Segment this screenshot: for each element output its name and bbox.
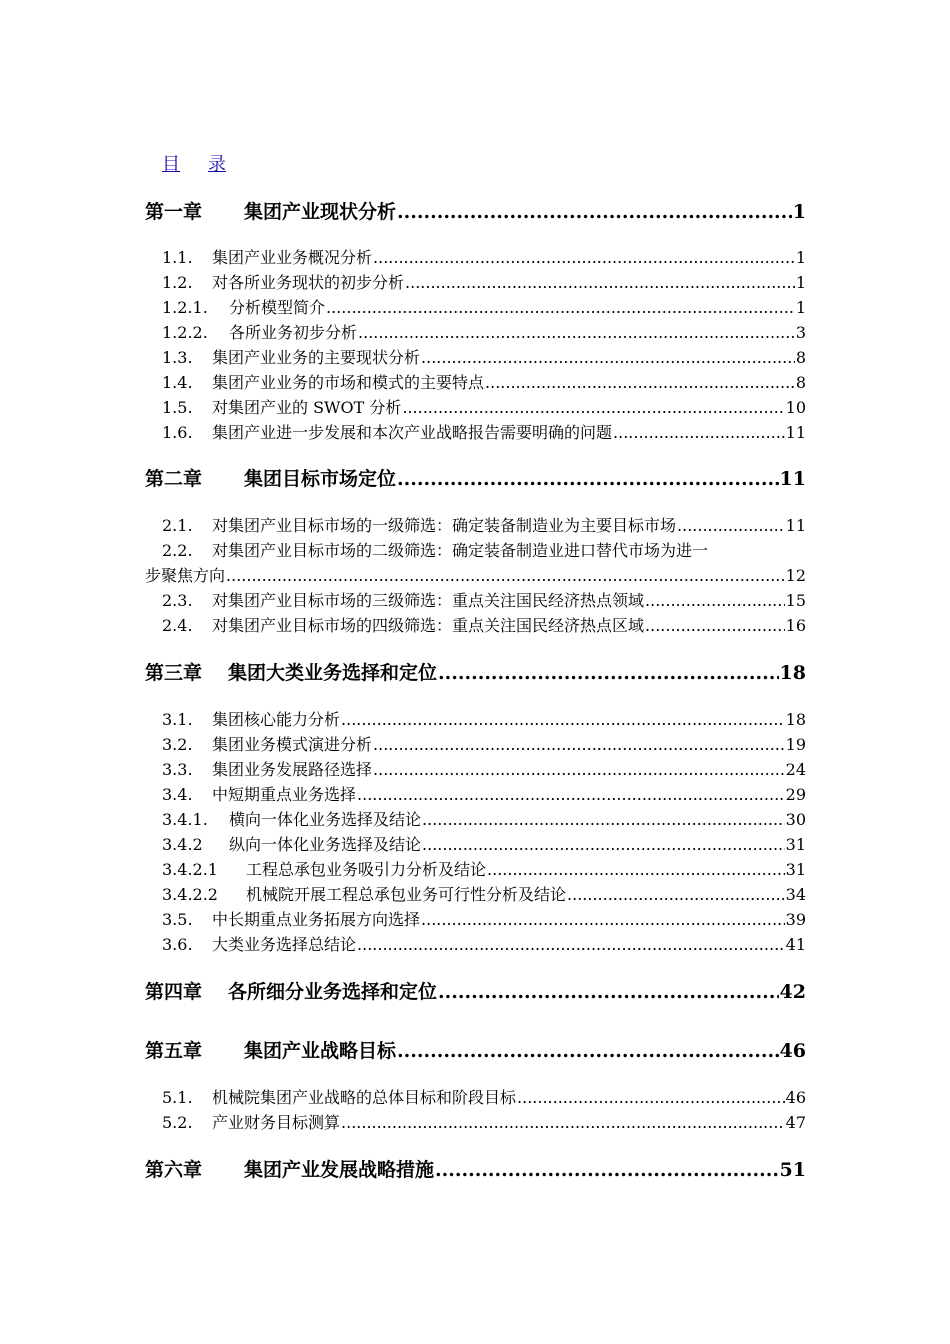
chapter-page: 1: [792, 201, 806, 223]
leader-dots: [645, 616, 785, 635]
leader-dots: [402, 398, 784, 417]
entry-number: 5.1.: [162, 1088, 193, 1107]
toc-entry[interactable]: [162, 782, 806, 805]
entry-page: 46: [785, 1088, 806, 1107]
entry-number: 5.2.: [162, 1113, 193, 1132]
toc-entry[interactable]: [162, 1085, 806, 1108]
entry-title-line2: 步聚焦方向: [145, 566, 226, 585]
leader-dots: [485, 373, 795, 392]
entry-title: 对集团产业目标市场的三级筛选：重点关注国民经济热点领域: [212, 591, 645, 610]
entry-title: 分析模型简介: [229, 298, 326, 317]
toc-entry[interactable]: [162, 732, 806, 755]
chapter-title: 各所细分业务选择和定位: [228, 981, 438, 1003]
entry-title-line1: 对集团产业目标市场的二级筛选：确定装备制造业进口替代市场为进一: [212, 541, 709, 560]
entry-title: 产业财务目标测算: [212, 1113, 341, 1132]
chapter-page: 46: [779, 1040, 806, 1062]
entry-title: 集团核心能力分析: [212, 710, 341, 729]
leader-dots: [226, 566, 785, 585]
leader-dots: [421, 348, 795, 367]
leader-dots: [373, 735, 785, 754]
entry-page: 11: [785, 516, 806, 535]
entry-title: 对各所业务现状的初步分析: [212, 273, 405, 292]
toc-chapter-3[interactable]: [145, 658, 806, 685]
entry-title: 集团业务发展路径选择: [212, 760, 373, 779]
entry-number: 2.4.: [162, 616, 193, 635]
entry-number: 3.1.: [162, 710, 193, 729]
chapter-title: 集团大类业务选择和定位: [228, 662, 438, 684]
entry-title: 对集团产业目标市场的四级筛选：重点关注国民经济热点区域: [212, 616, 645, 635]
leader-dots: [645, 591, 785, 610]
leader-dots: [397, 1040, 779, 1062]
entry-page: 1: [795, 298, 806, 317]
leader-dots: [397, 468, 779, 490]
toc-entry-wrapped-line2[interactable]: [145, 563, 806, 586]
entry-title: 横向一体化业务选择及结论: [229, 810, 422, 829]
entry-number: 3.6.: [162, 935, 193, 954]
entry-number: 1.2.: [162, 273, 193, 292]
entry-page: 24: [785, 760, 806, 779]
entry-title: 集团产业进一步发展和本次产业战略报告需要明确的问题: [212, 423, 613, 442]
leader-dots: [341, 1113, 785, 1132]
toc-entry[interactable]: [162, 882, 806, 905]
entry-page: 31: [785, 835, 806, 854]
entry-number: 1.2.2.: [162, 323, 208, 342]
chapter-page: 51: [779, 1159, 806, 1181]
leader-dots: [326, 298, 795, 317]
leader-dots: [487, 860, 785, 879]
entry-number: 2.1.: [162, 516, 193, 535]
leader-dots: [357, 785, 785, 804]
toc-entry[interactable]: [162, 807, 806, 830]
entry-page: 34: [785, 885, 806, 904]
entry-page: 15: [785, 591, 806, 610]
leader-dots: [357, 935, 785, 954]
entry-page: 10: [785, 398, 806, 417]
entry-number: 1.2.1.: [162, 298, 208, 317]
chapter-title: 集团产业发展战略措施: [244, 1159, 435, 1181]
leader-dots: [517, 1088, 785, 1107]
entry-title: 中长期重点业务拓展方向选择: [212, 910, 421, 929]
entry-number: 1.3.: [162, 348, 193, 367]
toc-entry[interactable]: [162, 270, 806, 293]
toc-chapter-4[interactable]: [145, 977, 806, 1004]
entry-title: 集团业务模式演进分析: [212, 735, 373, 754]
toc-entry[interactable]: [162, 832, 806, 855]
toc-chapter-1[interactable]: [145, 197, 806, 224]
chapter-number: 第五章: [145, 1040, 203, 1062]
leader-dots: [421, 910, 785, 929]
entry-number: 2.2.: [162, 541, 193, 560]
chapter-page: 18: [779, 662, 806, 684]
leader-dots: [422, 835, 785, 854]
chapter-number: 第四章: [145, 981, 203, 1003]
chapter-number: 第三章: [145, 662, 203, 684]
entry-title: 工程总承包业务吸引力分析及结论: [246, 860, 487, 879]
entry-page: 16: [785, 616, 806, 635]
entry-number: 3.5.: [162, 910, 193, 929]
toc-entry[interactable]: [162, 295, 806, 318]
toc-entry[interactable]: [162, 707, 806, 730]
leader-dots: [567, 885, 785, 904]
entry-page: 8: [795, 373, 806, 392]
entry-title: 集团产业业务概况分析: [212, 248, 373, 267]
entry-title: 集团产业业务的市场和模式的主要特点: [212, 373, 485, 392]
toc-chapter-2[interactable]: [145, 464, 806, 491]
entry-page: 30: [785, 810, 806, 829]
chapter-number: 第二章: [145, 468, 203, 490]
entry-page: 8: [795, 348, 806, 367]
entry-title: 机械院集团产业战略的总体目标和阶段目标: [212, 1088, 517, 1107]
leader-dots: [397, 201, 792, 223]
toc-entry[interactable]: [162, 588, 806, 611]
entry-page: 3: [795, 323, 806, 342]
entry-number: 1.6.: [162, 423, 193, 442]
leader-dots: [341, 710, 785, 729]
entry-number: 1.5.: [162, 398, 193, 417]
leader-dots: [405, 273, 795, 292]
toc-entry-wrapped-line1[interactable]: [162, 538, 806, 561]
toc-entry[interactable]: [162, 932, 806, 955]
toc-entry[interactable]: [162, 245, 806, 268]
entry-number: 1.1.: [162, 248, 193, 267]
leader-dots: [358, 323, 795, 342]
toc-chapter-5[interactable]: [145, 1036, 806, 1063]
entry-page: 39: [785, 910, 806, 929]
entry-number: 2.3.: [162, 591, 193, 610]
toc-title-left: 目: [162, 154, 180, 175]
toc-entry[interactable]: [162, 420, 806, 443]
chapter-number: 第六章: [145, 1159, 203, 1181]
entry-number: 3.4.2: [162, 835, 203, 854]
toc-entry[interactable]: [162, 370, 806, 393]
chapter-title: 集团产业现状分析: [244, 201, 397, 223]
leader-dots: [422, 810, 785, 829]
leader-dots: [435, 1159, 779, 1181]
entry-number: 3.4.2.1: [162, 860, 218, 879]
toc-title-link[interactable]: [162, 150, 226, 176]
entry-title: 机械院开展工程总承包业务可行性分析及结论: [246, 885, 567, 904]
entry-number: 3.4.2.2: [162, 885, 218, 904]
entry-title: 大类业务选择总结论: [212, 935, 357, 954]
leader-dots: [613, 423, 785, 442]
entry-page: 18: [785, 710, 806, 729]
entry-page: 12: [785, 566, 806, 585]
entry-number: 3.2.: [162, 735, 193, 754]
leader-dots: [373, 760, 785, 779]
toc-entry[interactable]: [162, 757, 806, 780]
leader-dots: [373, 248, 795, 267]
entry-number: 3.3.: [162, 760, 193, 779]
entry-number: 3.4.: [162, 785, 193, 804]
chapter-page: 11: [779, 468, 806, 490]
leader-dots: [677, 516, 785, 535]
entry-title: 对集团产业目标市场的一级筛选：确定装备制造业为主要目标市场: [212, 516, 677, 535]
toc-entry[interactable]: [162, 395, 806, 418]
toc-entry[interactable]: [162, 345, 806, 368]
entry-title: 对集团产业的 SWOT 分析: [212, 398, 402, 417]
chapter-title: 集团目标市场定位: [244, 468, 397, 490]
leader-dots: [438, 981, 779, 1003]
entry-page: 1: [795, 248, 806, 267]
toc-entry[interactable]: [162, 513, 806, 536]
entry-page: 41: [785, 935, 806, 954]
entry-page: 31: [785, 860, 806, 879]
entry-number: 1.4.: [162, 373, 193, 392]
toc-entry[interactable]: [162, 320, 806, 343]
entry-title: 集团产业业务的主要现状分析: [212, 348, 421, 367]
toc-entry[interactable]: [162, 613, 806, 636]
entry-page: 1: [795, 273, 806, 292]
entry-page: 47: [785, 1113, 806, 1132]
toc-entry[interactable]: [162, 907, 806, 930]
entry-title: 中短期重点业务选择: [212, 785, 357, 804]
entry-page: 19: [785, 735, 806, 754]
chapter-number: 第一章: [145, 201, 203, 223]
entry-number: 3.4.1.: [162, 810, 208, 829]
toc-chapter-6[interactable]: [145, 1155, 806, 1182]
entry-title: 纵向一体化业务选择及结论: [229, 835, 422, 854]
toc-entry[interactable]: [162, 857, 806, 880]
toc-title-right: 录: [208, 154, 226, 175]
entry-title: 各所业务初步分析: [229, 323, 358, 342]
chapter-page: 42: [779, 981, 806, 1003]
entry-page: 11: [785, 423, 806, 442]
toc-entry[interactable]: [162, 1110, 806, 1133]
entry-page: 29: [785, 785, 806, 804]
chapter-title: 集团产业战略目标: [244, 1040, 397, 1062]
leader-dots: [438, 662, 779, 684]
